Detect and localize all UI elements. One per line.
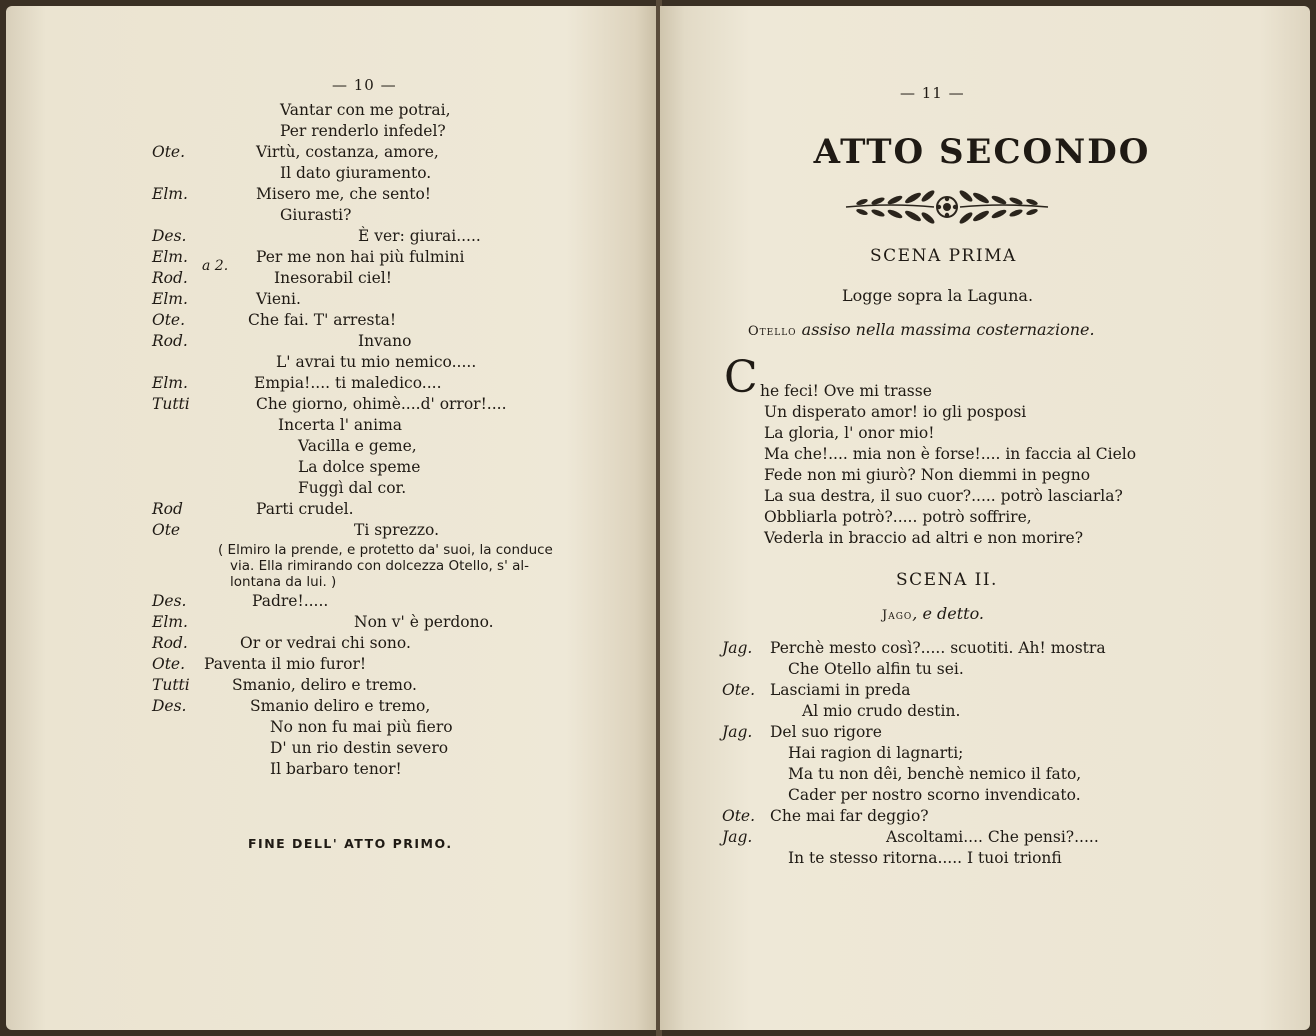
verse-line: Per me non hai più fulmini: [256, 248, 465, 266]
speaker-label: Des.: [152, 697, 187, 715]
verse-line: Vantar con me potrai,: [280, 101, 451, 119]
verse-line: Ti sprezzo.: [354, 521, 440, 539]
speaker-label: Ote.: [722, 681, 756, 699]
scene-title: SCENA PRIMA: [870, 246, 1017, 266]
verse-line: Padre!.....: [252, 592, 329, 610]
verse-line: Smanio, deliro e tremo.: [232, 676, 417, 694]
verse-line: Ma che!.... mia non è forse!.... in faccia al Cielo: [764, 445, 1137, 463]
verse-line: Empia!.... ti maledico....: [254, 374, 442, 392]
speaker-label: Rod: [152, 500, 183, 518]
speaker-label: Elm.: [152, 374, 188, 392]
stage-direction: ( Elmiro la prende, e protetto da' suoi, la conduce: [218, 542, 553, 558]
verse-line: Incerta l' anima: [278, 416, 403, 434]
verse-line: Inesorabil ciel!: [274, 269, 392, 287]
speaker-label: Elm.: [152, 290, 188, 308]
verse-line: Perchè mesto così?..... scuotiti. Ah! mostra: [770, 639, 1106, 657]
verse-line: La gloria, l' onor mio!: [764, 424, 935, 442]
verse-line: Misero me, che sento!: [256, 185, 432, 203]
act-title: ATTO SECONDO: [813, 132, 1151, 172]
verse-line: he feci! Ove mi trasse: [760, 382, 932, 400]
speaker-label: Rod.: [152, 332, 188, 350]
verse-line: Che giorno, ohimè....d' orror!....: [256, 395, 507, 413]
speaker-label: Elm.: [152, 248, 188, 266]
ornament-icon: [842, 186, 1052, 228]
verse-line: No non fu mai più fiero: [270, 718, 453, 736]
verse-line: Vieni.: [256, 290, 301, 308]
page-number: — 11 —: [900, 84, 965, 102]
right-page: [660, 6, 1310, 1030]
speaker-label: Rod.: [152, 269, 188, 287]
verse-line: Vacilla e geme,: [298, 437, 417, 455]
speaker-label: Ote: [152, 521, 181, 539]
speaker-label: Tutti: [152, 395, 190, 413]
a-due-marker: a 2.: [202, 258, 229, 274]
verse-line: Virtù, costanza, amore,: [256, 143, 439, 161]
scene-setting: Logge sopra la Laguna.: [842, 286, 1034, 305]
scene-description: assiso nella massima costernazione.: [801, 320, 1095, 339]
verse-line: Il barbaro tenor!: [270, 760, 402, 778]
stage-direction: lontana da lui. ): [230, 574, 337, 590]
verse-line: Del suo rigore: [770, 723, 882, 741]
speaker-label: Elm.: [152, 613, 188, 631]
speaker-label: Ote.: [722, 807, 756, 825]
scene-cast: [882, 604, 984, 623]
verse-line: La dolce speme: [298, 458, 421, 476]
verse-line: D' un rio destin severo: [270, 739, 449, 757]
verse-line: Hai ragion di lagnarti;: [788, 744, 964, 762]
verse-line: Fuggì dal cor.: [298, 479, 407, 497]
left-page: [6, 6, 658, 1030]
verse-line: Che mai far deggio?: [770, 807, 929, 825]
verse-line: Parti crudel.: [256, 500, 354, 518]
verse-line: Che Otello alfin tu sei.: [788, 660, 964, 678]
scene-description: , e detto.: [912, 604, 985, 623]
verse-line: Giurasti?: [280, 206, 352, 224]
verse-line: Invano: [358, 332, 412, 350]
speaker-label: Jag.: [722, 828, 753, 846]
speaker-label: Jag.: [722, 639, 753, 657]
verse-line: Smanio deliro e tremo,: [250, 697, 431, 715]
character-name: Otello: [748, 324, 797, 339]
verse-line: Il dato giuramento.: [280, 164, 432, 182]
verse-line: Or or vedrai chi sono.: [240, 634, 411, 652]
verse-line: In te stesso ritorna..... I tuoi trionfi: [788, 849, 1062, 867]
verse-line: La sua destra, il suo cuor?..... potrò lasciarla?: [764, 487, 1123, 505]
page-number: — 10 —: [332, 76, 397, 94]
verse-line: Cader per nostro scorno invendicato.: [788, 786, 1081, 804]
verse-line: Paventa il mio furor!: [204, 655, 367, 673]
verse-line: Per renderlo infedel?: [280, 122, 446, 140]
speaker-label: Tutti: [152, 676, 190, 694]
stage-direction: via. Ella rimirando con dolcezza Otello, s' al-: [230, 558, 529, 574]
scene-cast: [748, 320, 1095, 339]
verse-line: Ascoltami.... Che pensi?.....: [886, 828, 1099, 846]
verse-line: Lasciami in preda: [770, 681, 911, 699]
speaker-label: Ote.: [152, 311, 186, 329]
speaker-label: Ote.: [152, 655, 186, 673]
speaker-label: Rod.: [152, 634, 188, 652]
verse-line: Che fai. T' arresta!: [248, 311, 397, 329]
verse-line: Ma tu non dêi, benchè nemico il fato,: [788, 765, 1082, 783]
speaker-label: Elm.: [152, 185, 188, 203]
scene-title: SCENA II.: [896, 570, 998, 590]
speaker-label: Des.: [152, 592, 187, 610]
verse-line: Un disperato amor! io gli posposi: [764, 403, 1027, 421]
verse-line: È ver: giurai.....: [358, 227, 481, 245]
end-of-act-note: FINE DELL' ATTO PRIMO.: [248, 836, 453, 851]
verse-line: L' avrai tu mio nemico.....: [276, 353, 477, 371]
verse-line: Obbliarla potrò?..... potrò soffrire,: [764, 508, 1032, 526]
verse-line: Al mio crudo destin.: [802, 702, 961, 720]
drop-cap: C: [724, 352, 758, 403]
speaker-label: Ote.: [152, 143, 186, 161]
character-name: Jago: [882, 608, 913, 623]
verse-line: Non v' è perdono.: [354, 613, 494, 631]
speaker-label: Des.: [152, 227, 187, 245]
speaker-label: Jag.: [722, 723, 753, 741]
verse-line: Fede non mi giurò? Non diemmi in pegno: [764, 466, 1091, 484]
verse-line: Vederla in braccio ad altri e non morire?: [764, 529, 1084, 547]
